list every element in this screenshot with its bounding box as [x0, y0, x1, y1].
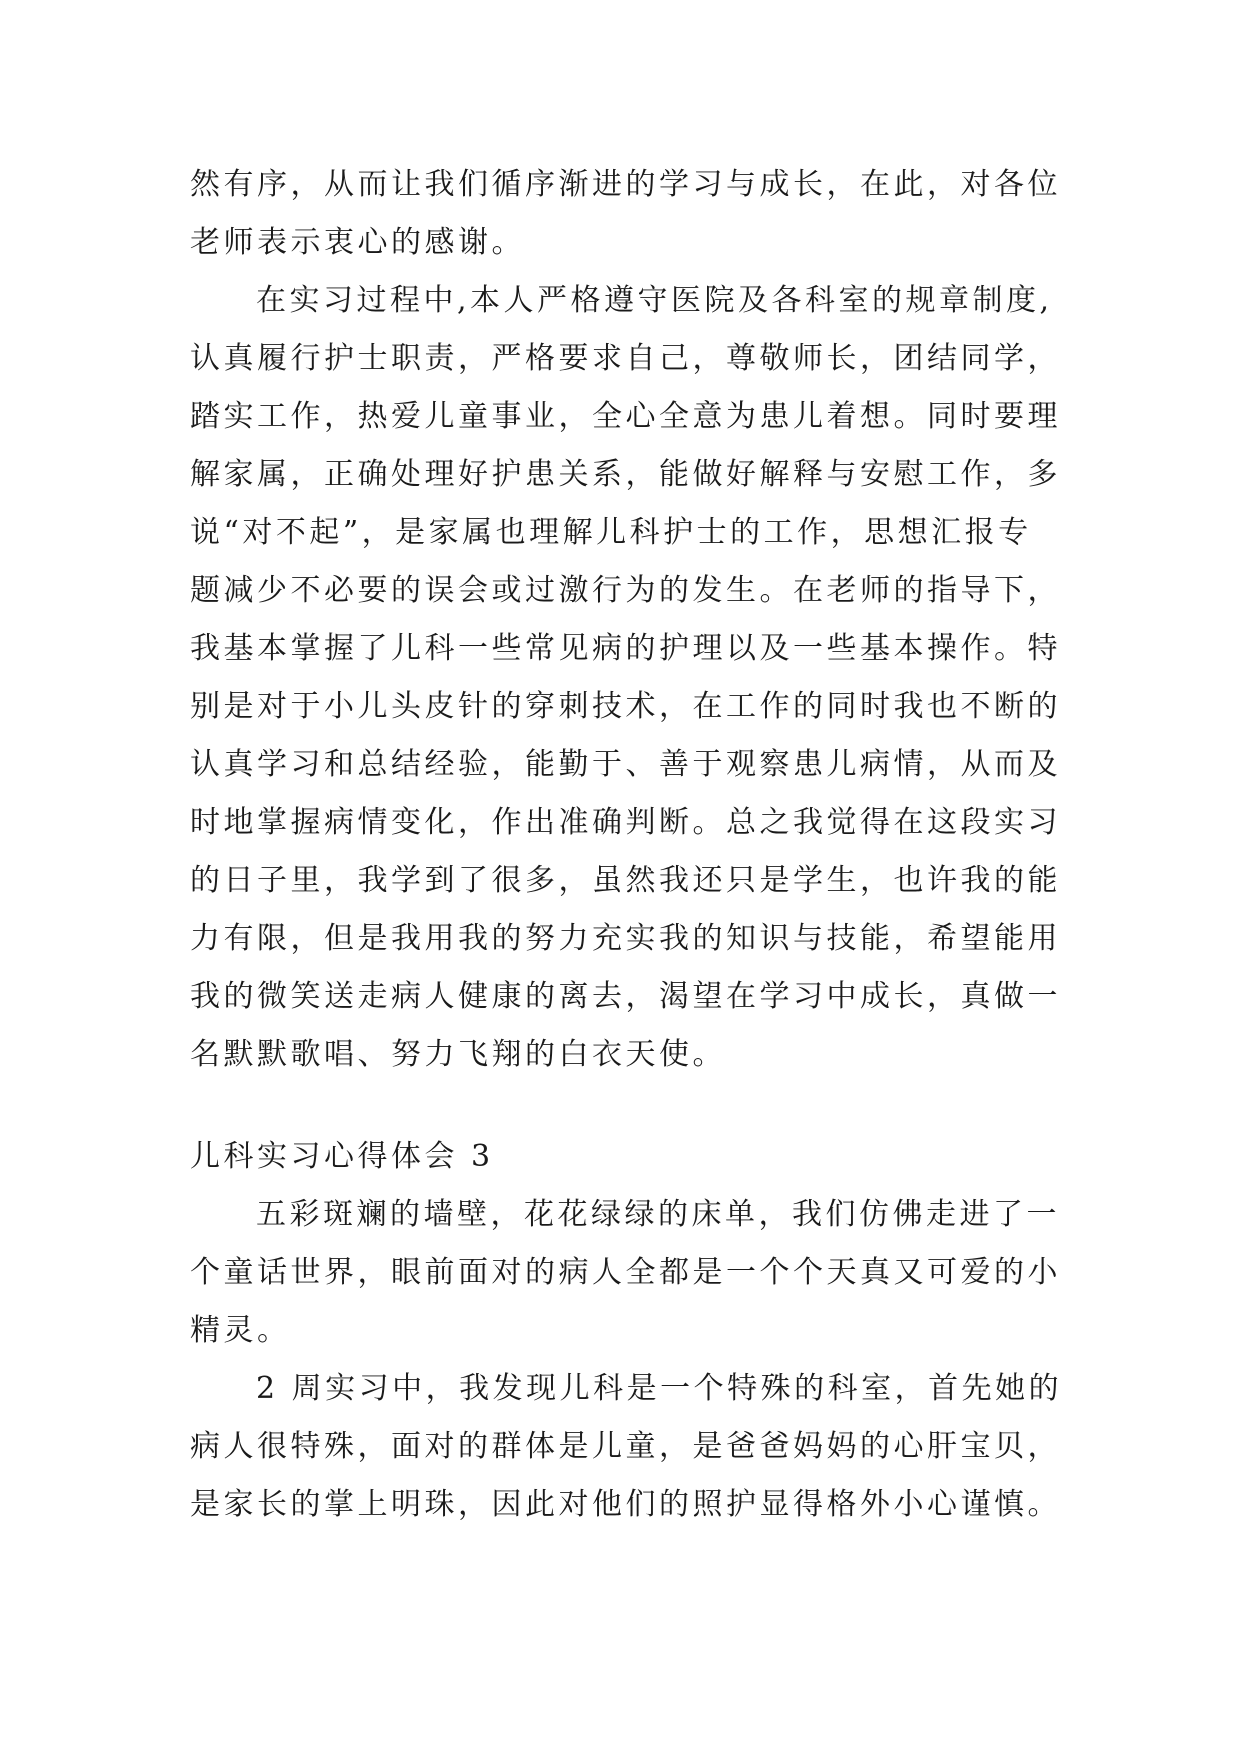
text-line: 认真学习和总结经验，能勤于、善于观察患儿病情，从而及 — [190, 747, 1061, 782]
text-line: 力有限，但是我用我的努力充实我的知识与技能，希望能用 — [190, 921, 1061, 956]
text-line: 个童话世界，眼前面对的病人全都是一个个天真又可爱的小 — [190, 1255, 1061, 1290]
text-line: 名默默歌唱、努力飞翔的白衣天使。 — [190, 1037, 726, 1072]
text-line: 精灵。 — [190, 1313, 291, 1348]
text-line: 老师表示衷心的感谢。 — [190, 225, 525, 260]
text-line: 说“对不起”，是家属也理解儿科护士的工作，思想汇报专 — [190, 515, 1032, 550]
text-line: 踏实工作，热爱儿童事业，全心全意为患儿着想。同时要理 — [190, 399, 1061, 434]
text-line: 病人很特殊，面对的群体是儿童，是爸爸妈妈的心肝宝贝， — [190, 1429, 1061, 1464]
text-line: 我基本掌握了儿科一些常见病的护理以及一些基本操作。特 — [190, 631, 1061, 666]
text-line: 的日子里，我学到了很多，虽然我还只是学生，也许我的能 — [190, 863, 1061, 898]
text-line: 我的微笑送走病人健康的离去，渴望在学习中成长，真做一 — [190, 979, 1061, 1014]
text-line: 题减少不必要的误会或过激行为的发生。在老师的指导下， — [190, 573, 1061, 608]
text-line: 是家长的掌上明珠，因此对他们的照护显得格外小心谨慎。 — [190, 1487, 1061, 1522]
text-line: 别是对于小儿头皮针的穿刺技术，在工作的同时我也不断的 — [190, 689, 1061, 724]
text-line: 认真履行护士职责，严格要求自己，尊敬师长，团结同学， — [190, 341, 1061, 376]
text-line: 然有序，从而让我们循序渐进的学习与成长，在此，对各位 — [190, 167, 1061, 202]
section-heading: 儿科实习心得体会 3 — [190, 1139, 494, 1174]
paragraph-first-line: 五彩斑斓的墙壁，花花绿绿的床单，我们仿佛走进了一 — [256, 1197, 1060, 1232]
text-line: 时地掌握病情变化，作出准确判断。总之我觉得在这段实习 — [190, 805, 1061, 840]
text-line: 解家属，正确处理好护患关系，能做好解释与安慰工作，多 — [190, 457, 1061, 492]
paragraph-first-line: 2 周实习中，我发现儿科是一个特殊的科室，首先她的 — [256, 1371, 1063, 1406]
paragraph-first-line: 在实习过程中,本人严格遵守医院及各科室的规章制度, — [256, 283, 1053, 318]
